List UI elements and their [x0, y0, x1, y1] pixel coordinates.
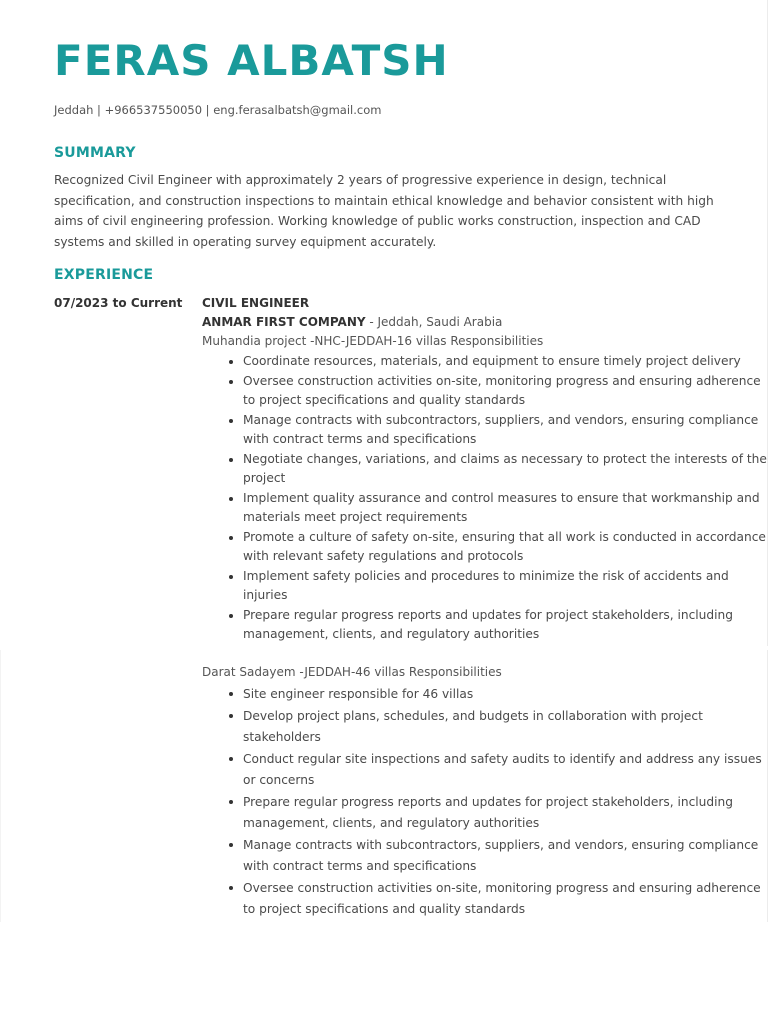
- project-label: Darat Sadayem -JEDDAH-46 villas Responsibilities: [202, 665, 502, 679]
- list-item: Coordinate resources, materials, and equipment to ensure timely project delivery: [243, 352, 768, 372]
- list-item: Implement safety policies and procedures to minimize the risk of accidents and injuries: [243, 567, 768, 606]
- summary-heading: SUMMARY: [54, 145, 136, 161]
- list-item: Site engineer responsible for 46 villas: [243, 684, 768, 706]
- contact-line: Jeddah | +966537550050 | eng.ferasalbatsh@gmail.com: [54, 103, 382, 117]
- job-dates: 07/2023 to Current: [54, 296, 183, 310]
- summary-text: Recognized Civil Engineer with approximately 2 years of progressive experience in design, technical specification, and construction inspections to maintain ethical knowledge and behavior consistent with high aims of civil engineering profession. Working knowledge of public works construction, inspection and CAD systems and skilled in operating survey equipment accurately.: [54, 173, 714, 249]
- employer-line: [202, 315, 502, 329]
- list-item: Negotiate changes, variations, and claims as necessary to protect the interests of the project: [243, 450, 768, 489]
- list-item: Oversee construction activities on-site, monitoring progress and ensuring adherence to project specifications and quality standards: [243, 878, 768, 921]
- company-name: ANMAR FIRST COMPANY: [202, 315, 366, 329]
- candidate-name: FERAS ALBATSH: [54, 36, 449, 85]
- job-title: CIVIL ENGINEER: [202, 296, 310, 310]
- list-item: Manage contracts with subcontractors, suppliers, and vendors, ensuring compliance with contract terms and specifications: [243, 411, 768, 450]
- list-item: Develop project plans, schedules, and budgets in collaboration with project stakeholders: [243, 706, 768, 749]
- list-item: Promote a culture of safety on-site, ensuring that all work is conducted in accordance with relevant safety regulations and protocols: [243, 528, 768, 567]
- list-item: Prepare regular progress reports and updates for project stakeholders, including management, clients, and regulatory authorities: [243, 606, 768, 645]
- list-item: Implement quality assurance and control measures to ensure that workmanship and materials meet project requirements: [243, 489, 768, 528]
- project-label: Muhandia project -NHC-JEDDAH-16 villas Responsibilities: [202, 334, 544, 348]
- list-item: Manage contracts with subcontractors, suppliers, and vendors, ensuring compliance with contract terms and specifications: [243, 835, 768, 878]
- experience-heading: EXPERIENCE: [54, 267, 154, 283]
- project-responsibilities-list: [202, 684, 768, 921]
- company-location: - Jeddah, Saudi Arabia: [365, 315, 503, 329]
- list-item: Conduct regular site inspections and safety audits to identify and address any issues or concerns: [243, 749, 768, 792]
- project-responsibilities-list: [202, 352, 768, 645]
- list-item: Prepare regular progress reports and updates for project stakeholders, including management, clients, and regulatory authorities: [243, 792, 768, 835]
- list-item: Oversee construction activities on-site, monitoring progress and ensuring adherence to project specifications and quality standards: [243, 372, 768, 411]
